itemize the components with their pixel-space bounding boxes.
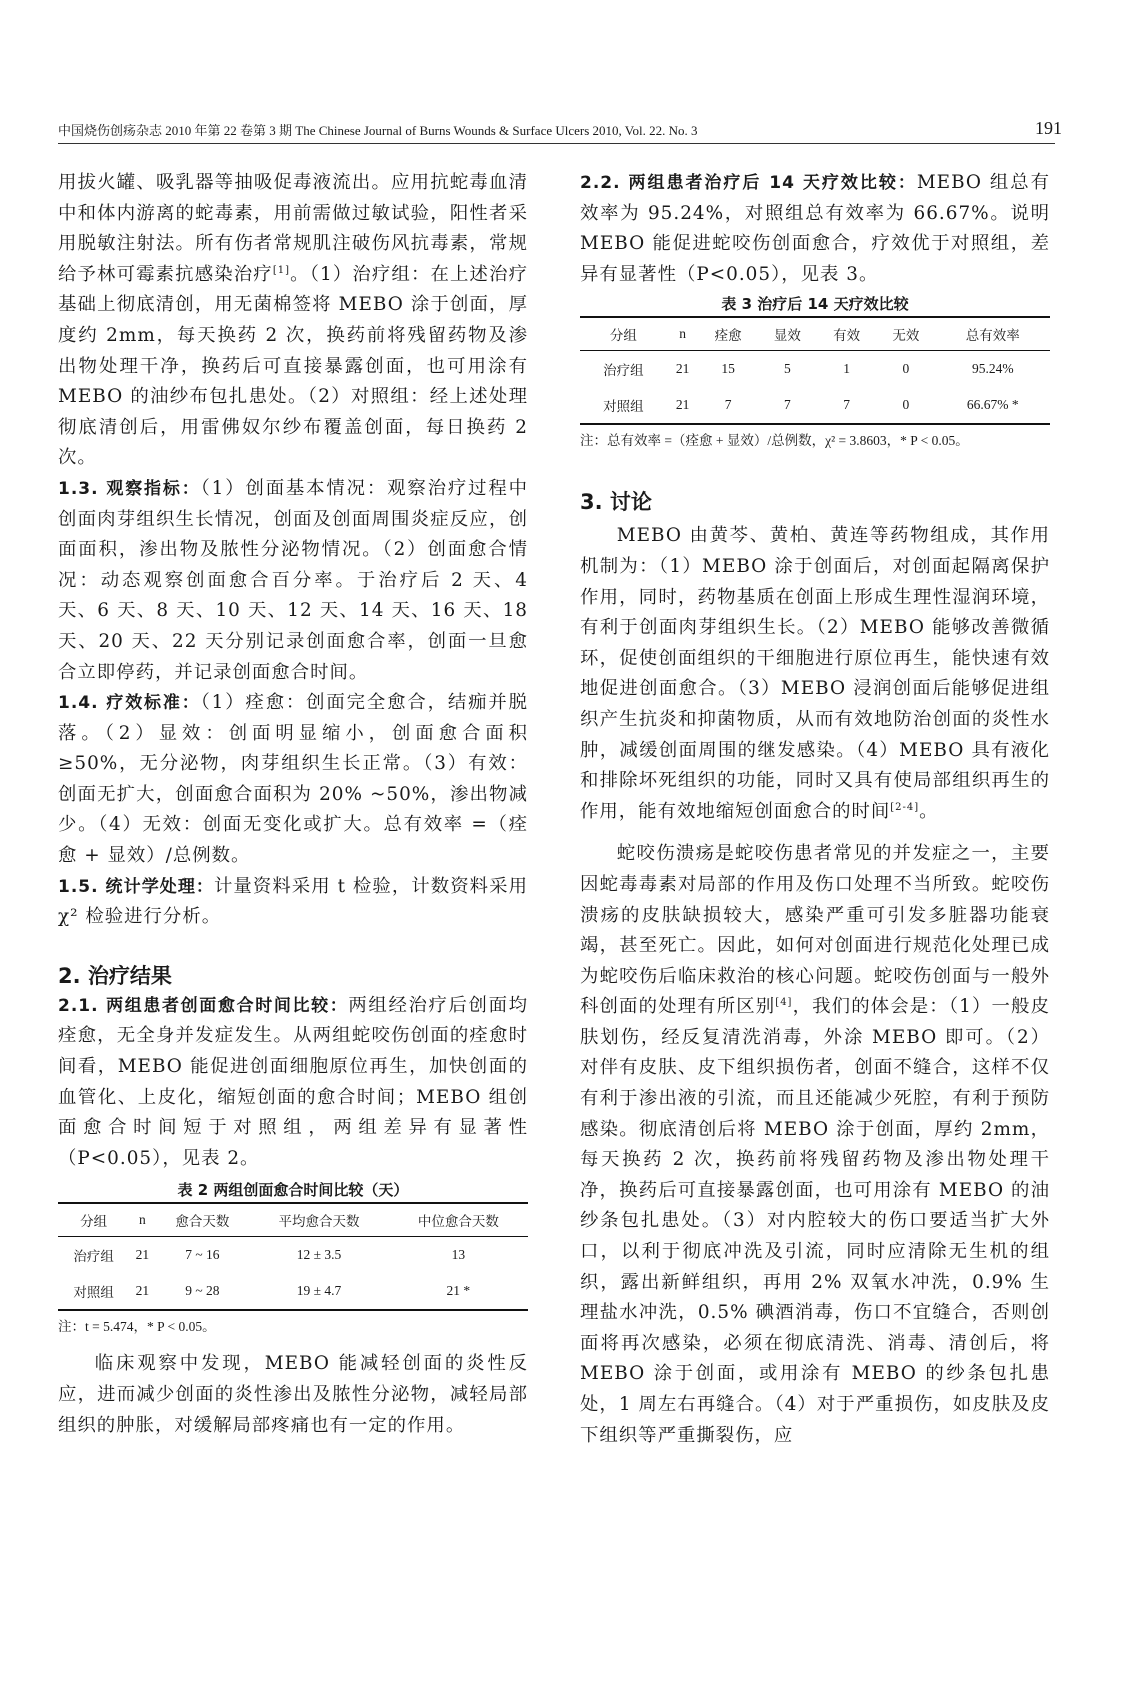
table-2-caption: 表 2 两组创面愈合时间比较（天）	[177, 1181, 409, 1200]
section-heading: 2.2. 两组患者治疗后 14 天疗效比较：	[580, 173, 917, 193]
journal-citation: 中国烧伤创疡杂志 2010 年第 22 卷第 3 期 The Chinese Journal of Burns Wounds & Surface Ulcers 2010, Vol. 22. No. 3	[58, 123, 698, 138]
section-3-title: 3. 讨论	[580, 490, 652, 515]
table-header: 痊愈	[699, 317, 758, 351]
running-header	[58, 118, 1062, 140]
table-row: 对照组 21 9 ~ 28 19 ± 4.7 21 *	[58, 1273, 528, 1310]
table-header: 中位愈合天数	[389, 1203, 528, 1237]
table-row: 治疗组 21 15 5 1 0 95.24%	[603, 361, 1014, 379]
citation-ref: [2-4]	[890, 801, 920, 813]
paragraph-snakebite-ulcer: 蛇咬伤溃疡是蛇咬伤患者常见的并发症之一，主要因蛇毒毒素对局部的作用及伤口处理不当所致。蛇咬伤溃疡的皮肤缺损较大，感染严重可引发多脏器功能衰竭，甚至死亡。因此，如何对创面进行规范化处理已成为蛇咬伤后临床救治的核心问题。蛇咬伤创面与一般外科创面的处理有所区别[4]，我们的体会是：（1）一般皮肤划伤，经反复清洗消毒，外涂 MEBO 即可。（2）对伴有皮肤、皮下组织损伤者，创面不缝合，这样不仅有利于渗出液的引流，而且还能减少死腔，有利于预防感染。彻底清创后将 MEBO 涂于创面，厚约 2mm，每天换药 2 次，换药前将残留药物及渗出物处理干净，换药后可直接暴露创面，也可用涂有 MEBO 的油纱条包扎患处。（3）对内腔较大的伤口要适当扩大外口，以利于彻底冲洗及引流，同时应清除无生机的组织，露出新鲜组织，再用 2% 双氧水冲洗，0.9% 生理盐水冲洗，0.5% 碘酒消毒，伤口不宜缝合，否则创面将再次感染，必须在彻底清洗、消毒、清创后，将 MEBO 涂于创面，或用涂有 MEBO 的纱条包扎患处，1 周左右再缝合。（4）对于严重损伤，如皮肤及皮下组织等严重撕裂伤，应	[580, 843, 1050, 1446]
paragraph-mechanism: MEBO 由黄芩、黄柏、黄连等药物组成，其作用机制为：（1）MEBO 涂于创面后，对创面起隔离保护作用，同时，药物基质在创面上形成生理性湿润环境，有利于创面肉芽组织生长。（2）MEBO 能够改善微循环，促使创面组织的干细胞进行原位再生，能快速有效地促进创面愈合。（3）MEBO 浸润创面后能够促进组织产生抗炎和抑菌物质，从而有效地防治创面的炎性水肿，减缓创面周围的继发感染。（4）MEBO 具有液化和排除坏死组织的功能，同时又具有使局部组织再生的作用，能有效地缩短创面愈合的时间[2-4]。	[580, 525, 1050, 822]
left-column	[58, 168, 528, 1441]
table-2-note: 注：t = 5.474，* P < 0.05。	[58, 1319, 216, 1335]
right-column	[580, 168, 1050, 1451]
table-row: 治疗组 21 7 ~ 16 12 ± 3.5 13	[73, 1247, 466, 1265]
table-3-caption: 表 3 治疗后 14 天疗效比较	[721, 295, 909, 314]
section-2-2: 2.2. 两组患者治疗后 14 天疗效比较：MEBO 组总有效率为 95.24%，对照组总有效率为 66.67%。说明 MEBO 能促进蛇咬伤创面愈合，疗效优于对照组，差异有显著性（P<0.05），见表 3。	[580, 172, 1050, 285]
paragraph-clinical-observation: 临床观察中发现，MEBO 能减轻创面的炎性反应，进而减少创面的炎性渗出及脓性分泌物，减轻局部组织的肿胀，对缓解局部疼痛也有一定的作用。	[58, 1353, 528, 1436]
table-header: 愈合天数	[155, 1203, 249, 1237]
table-header: 总有效率	[936, 317, 1050, 351]
section-heading: 2.1. 两组患者创面愈合时间比较：	[58, 995, 349, 1016]
citation-ref: [1]	[272, 264, 290, 276]
section-2-title: 2. 治疗结果	[58, 963, 172, 988]
section-1-3: 1.3. 观察指标：（1）创面基本情况：观察治疗过程中创面肉芽组织生长情况，创面及创面周围炎症反应，创面面积，渗出物及脓性分泌物情况。（2）创面愈合情况：动态观察创面愈合百分率。于治疗后 2 天、4 天、6 天、8 天、10 天、12 天、14 天、16 天、18 天、20 天、22 天分别记录创面愈合率，创面一旦愈合立即停药，并记录创面愈合时间。	[58, 477, 528, 683]
section-heading: 1.3. 观察指标：	[58, 478, 201, 499]
table-3-note: 注：总有效率 =（痊愈 + 显效）/总例数，χ² = 3.8603，* P < 0.05。	[580, 433, 969, 449]
table-header: 显效	[758, 317, 817, 351]
section-1-4: 1.4. 疗效标准：（1）痊愈：创面完全愈合，结痂并脱落。（2）显效：创面明显缩小，创面愈合面积≥50%，无分泌物，肉芽组织生长正常。（3）有效：创面无扩大，创面愈合面积为 20% ~50%，渗出物减少。（4）无效：创面无变化或扩大。总有效率 =（痊愈 + 显效）/总例数。	[58, 692, 528, 867]
table-3	[580, 316, 1050, 425]
table-header: 分组	[580, 317, 667, 351]
table-header: 平均愈合天数	[249, 1203, 388, 1237]
citation-ref: [4]	[775, 997, 793, 1009]
header-rule	[58, 143, 1055, 144]
table-header: n	[129, 1203, 155, 1237]
paragraph-treatment: 用拔火罐、吸乳器等抽吸促毒液流出。应用抗蛇毒血清中和体内游离的蛇毒素，用前需做过敏试验，阳性者采用脱敏注射法。所有伤者常规肌注破伤风抗毒素，常规给予林可霉素抗感染治疗[1]。（1）治疗组：在上述治疗基础上彻底清创，用无菌棉签将 MEBO 涂于创面，厚度约 2mm，每天换药 2 次，换药前将残留药物及渗出物处理干净，换药后可直接暴露创面，也可用涂有 MEBO 的油纱布包扎患处。（2）对照组：经上述处理彻底清创后，用雷佛奴尔纱布覆盖创面，每日换药 2 次。	[58, 172, 528, 469]
table-header: 无效	[876, 317, 935, 351]
section-heading: 1.5. 统计学处理：	[58, 876, 214, 897]
table-2	[58, 1202, 528, 1311]
section-heading: 1.4. 疗效标准：	[58, 693, 201, 714]
table-header: 有效	[817, 317, 876, 351]
page-number: 191	[1035, 118, 1062, 138]
table-header: n	[667, 317, 699, 351]
section-2-1: 2.1. 两组患者创面愈合时间比较：两组经治疗后创面均痊愈，无全身并发症发生。从两组蛇咬伤创面的痊愈时间看，MEBO 能促进创面细胞原位再生，加快创面的血管化、上皮化，缩短创面的愈合时间；MEBO 组创面愈合时间短于对照组，两组差异有显著性（P<0.05），见表 2。	[58, 994, 528, 1169]
table-row: 对照组 21 7 7 7 0 66.67% *	[580, 387, 1050, 424]
table-header: 分组	[58, 1203, 129, 1237]
section-1-5: 1.5. 统计学处理：计量资料采用 t 检验，计数资料采用 χ² 检验进行分析。	[58, 875, 528, 928]
